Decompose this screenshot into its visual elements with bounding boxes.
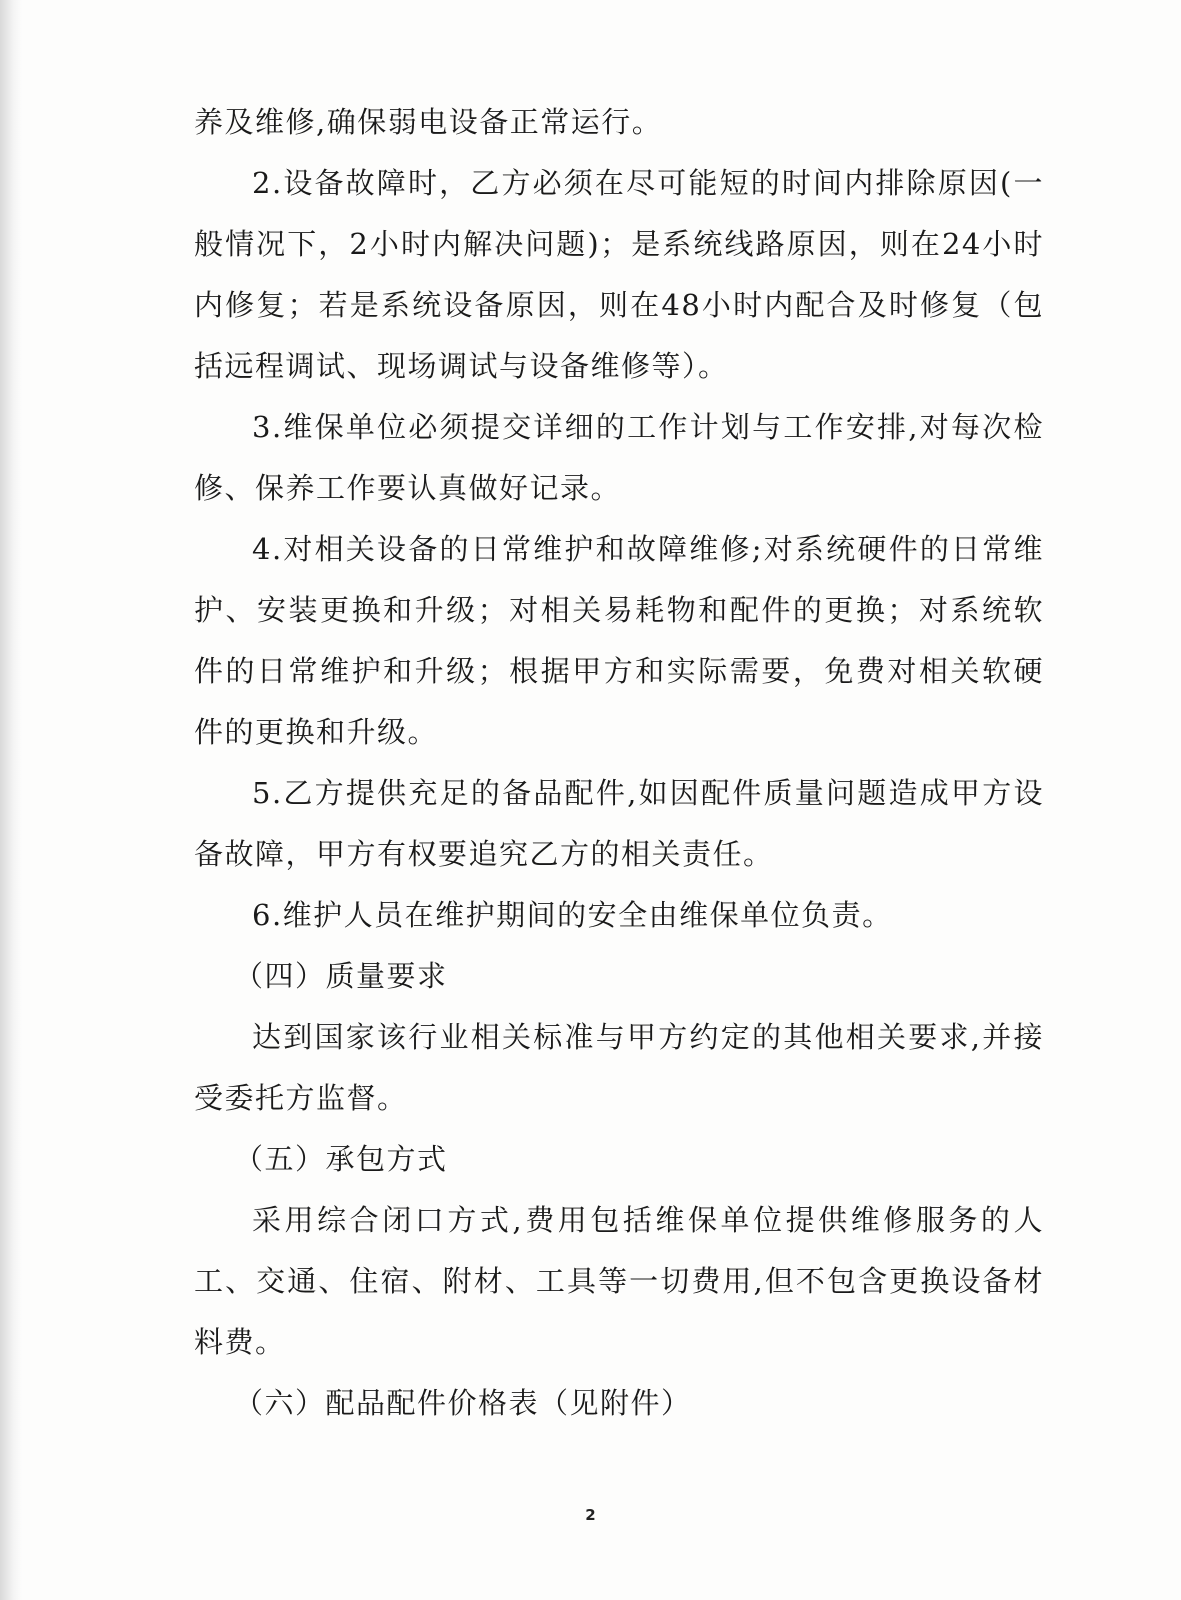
paragraph-item-3: 3.维保单位必须提交详细的工作计划与工作安排,对每次检修、保养工作要认真做好记录。 (194, 410, 1044, 505)
paragraph-quality: 达到国家该行业相关标准与甲方约定的其他相关要求,并接受委托方监督。 (194, 1020, 1044, 1115)
page-number: 2 (585, 1506, 596, 1524)
paragraph-item-6: 6.维护人员在维护期间的安全由维保单位负责。 (252, 898, 893, 932)
paragraph-item-2: 2.设备故障时，乙方必须在尽可能短的时间内排除原因(一般情况下，2小时内解决问题)；是系统线路原因，则在24小时内修复；若是系统设备原因，则在48小时内配合及时修复（包括远程调试、现场调试与设备维修等）。 (194, 166, 1044, 383)
paragraph-item-5: 5.乙方提供充足的备品配件,如因配件质量问题造成甲方设备故障，甲方有权要追究乙方的相关责任。 (194, 776, 1044, 871)
scan-edge-shadow (0, 0, 22, 1600)
document-body (194, 92, 1044, 1434)
paragraph-continuation: 养及维修,确保弱电设备正常运行。 (194, 105, 663, 139)
paragraph-contract: 采用综合闭口方式,费用包括维保单位提供维修服务的人工、交通、住宿、附材、工具等一切费用,但不包含更换设备材料费。 (194, 1203, 1044, 1359)
section-heading-quality: （四）质量要求 (234, 959, 448, 993)
section-heading-price-table: （六）配品配件价格表（见附件） (234, 1386, 692, 1420)
section-heading-contract: （五）承包方式 (234, 1142, 448, 1176)
paragraph-item-4: 4.对相关设备的日常维护和故障维修;对系统硬件的日常维护、安装更换和升级；对相关易耗物和配件的更换；对系统软件的日常维护和升级；根据甲方和实际需要，免费对相关软硬件的更换和升级。 (194, 532, 1044, 749)
